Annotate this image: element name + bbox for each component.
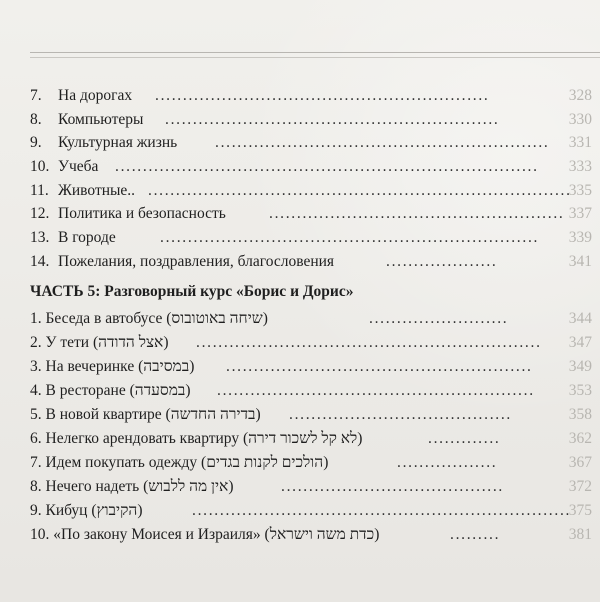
toc-row [30, 499, 592, 523]
toc-row [30, 403, 592, 427]
toc-page-number: 367 [568, 454, 592, 471]
toc-title: 9. Кибуц (הקיבוץ) [30, 502, 143, 519]
toc-page-number: 358 [568, 406, 592, 423]
toc-page-number: 341 [568, 252, 592, 270]
toc-number: 8. [30, 110, 42, 128]
toc-page-number: 331 [568, 134, 592, 152]
toc-title: Политика и безопасность [58, 205, 226, 223]
toc-page-number: 375 [568, 502, 592, 519]
toc-number: 11. [30, 181, 49, 199]
dot-leader: ............................................................................ [115, 158, 539, 176]
toc-title: Животные.. [58, 181, 136, 199]
toc-page-number: 372 [568, 478, 592, 495]
toc-row [30, 84, 592, 108]
dot-leader: ........................................ [289, 406, 512, 423]
toc-row [30, 523, 592, 547]
toc-page-number: 335 [568, 181, 592, 199]
toc-number: 7. [30, 87, 42, 104]
dot-leader: ....................................................... [226, 358, 533, 375]
toc-page-number: 330 [568, 110, 592, 128]
toc-title: 5. В новой квартире (בדירה החדשה) [30, 406, 261, 423]
toc-title: На дорогах [58, 87, 133, 104]
part-4-contents [30, 84, 592, 274]
toc-row [30, 355, 592, 379]
dot-leader: ......... [450, 526, 501, 543]
toc-number: 12. [30, 205, 50, 223]
toc-page-number: 349 [568, 358, 592, 375]
toc-title: 1. Беседа в автобусе (שיחה באוטובוס) [30, 310, 268, 327]
toc-title: Пожелания, поздравления, благословения [58, 252, 335, 270]
toc-row [30, 451, 592, 475]
toc-title: Культурная жизнь [58, 134, 178, 152]
toc-row [30, 226, 592, 250]
toc-page-number: 344 [568, 310, 592, 327]
toc-row [30, 202, 592, 226]
dot-leader: .................. [397, 454, 498, 471]
top-rule-lower [30, 57, 600, 58]
toc-row [30, 379, 592, 403]
dot-leader: .............................................................. [196, 334, 542, 351]
toc-title: 4. В ресторане (במסעדה) [30, 382, 191, 399]
toc-row [30, 427, 592, 451]
toc-number: 10. [30, 158, 50, 176]
toc-page-number: 328 [568, 87, 592, 104]
toc-page-number: 381 [568, 526, 592, 543]
dot-leader: .................... [386, 252, 498, 270]
toc-title: 2. У тети (אצל הדודה) [30, 334, 169, 351]
toc-row [30, 475, 592, 499]
dot-leader: ............................................................................ [148, 181, 572, 199]
dot-leader: .................................................................... [160, 229, 540, 247]
part-5-contents [30, 281, 592, 547]
toc-title: 7. Идем покупать одежду (הולכים לקנות בגדים) [30, 454, 329, 471]
toc-page-number: 347 [568, 334, 592, 351]
toc-page-number: 333 [568, 158, 592, 176]
toc-number: 9. [30, 134, 42, 152]
toc-page-number: 337 [568, 205, 592, 223]
toc-page-number: 362 [568, 430, 592, 447]
dot-leader: ......................... [369, 310, 509, 327]
dot-leader: .................................................................... [192, 502, 572, 519]
toc-title: В городе [58, 229, 116, 247]
dot-leader: ..................................................... [269, 205, 565, 223]
top-rule [30, 52, 600, 53]
toc-row [30, 250, 592, 274]
toc-title: 10. «По закону Моисея и Израиля» (כדת משה וישראל) [30, 526, 380, 543]
toc-row [30, 131, 592, 155]
toc-page-number: 339 [568, 229, 592, 247]
toc-row [30, 108, 592, 132]
toc-row [30, 307, 592, 331]
toc-title: 3. На вечеринке (במסיבה) [30, 358, 195, 375]
toc-page-number: 353 [568, 382, 592, 399]
toc-title: Учеба [58, 158, 99, 176]
toc-row [30, 331, 592, 355]
dot-leader: ......................................................... [217, 382, 535, 399]
dot-leader: ............. [428, 430, 501, 447]
dot-leader: ........................................ [281, 478, 504, 495]
dot-leader: ............................................................ [215, 134, 550, 152]
dot-leader: ............................................................ [165, 110, 500, 128]
part-5-title: ЧАСТЬ 5: Разговорный курс «Борис и Дорис» [30, 283, 354, 300]
toc-title: 6. Нелегко арендовать квартиру (לא קל לשכור דירה) [30, 430, 363, 447]
dot-leader: ............................................................ [155, 87, 490, 104]
toc-number: 14. [30, 252, 50, 270]
toc-title: Компьютеры [58, 110, 144, 128]
toc-row [30, 155, 592, 179]
toc-title: 8. Нечего надеть (אין מה ללבוש) [30, 478, 234, 495]
toc-number: 13. [30, 229, 50, 247]
toc-row [30, 179, 592, 203]
